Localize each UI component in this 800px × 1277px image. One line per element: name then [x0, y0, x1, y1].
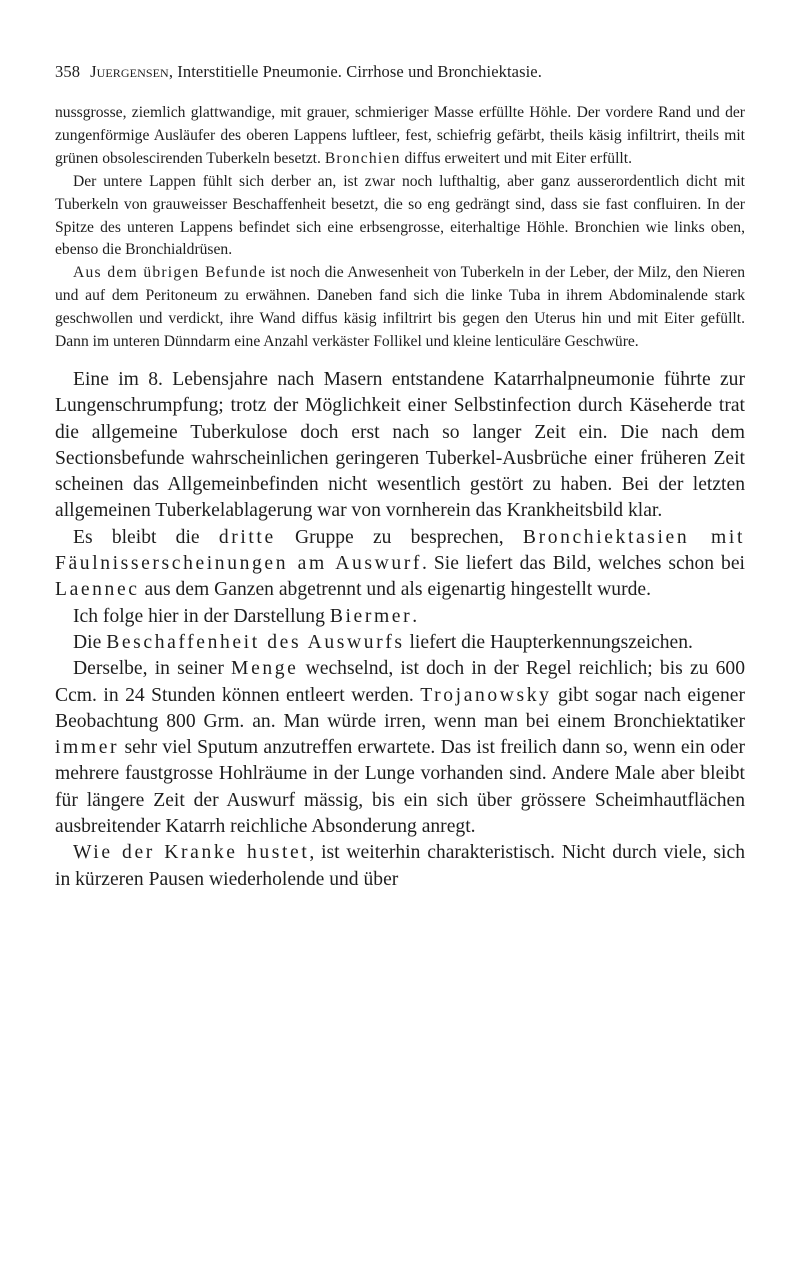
- spaced-emphasis: Aus dem übrigen Befunde: [73, 264, 267, 282]
- running-head-author: Juergensen: [90, 62, 169, 81]
- spaced-emphasis: dritte: [218, 526, 276, 548]
- spaced-name: Biermer: [329, 605, 413, 627]
- spaced-emphasis: Menge: [231, 658, 299, 680]
- spaced-emphasis: Bronchien: [324, 149, 401, 167]
- running-head-title: , Interstitielle Pneumonie. Cirrhose und Bronchiektasie.: [168, 62, 542, 81]
- page-number: 358: [55, 62, 81, 81]
- spaced-emphasis: Bronchiektasien mit Fäulnisserscheinungen am Auswurf: [55, 526, 745, 575]
- paragraph: Derselbe, in seiner Menge wechselnd, ist doch in der Regel reichlich; bis zu 600 Ccm. in 24 Stunden können entleert werden. Trojanowsky gibt sogar nach eigener Beobachtung 800 Grm. an. Man würde irren, wenn man bei einem Bronchiektatiker immer sehr viel Sputum anzutreffen erwartete. Das ist freilich dann so, wenn ein oder mehrere faustgrosse Hohlräume in der Lunge vorhanden sind. Andere Male aber bleibt für längere Zeit der Auswurf mässig, bis ein sich über grössere Scheimhautflächen ausbreitender Katarrh reichliche Absonderung anregt.: [55, 658, 746, 838]
- paragraph: Ich folge hier in der Darstellung Biermer.: [73, 605, 418, 627]
- spaced-emphasis: immer: [55, 737, 120, 759]
- spaced-emphasis: Wie der Kranke hustet: [73, 842, 310, 864]
- running-head: [55, 62, 745, 82]
- paragraph: Wie der Kranke hustet, ist weiterhin charakteristisch. Nicht durch viele, sich in kürzeren Pausen wiederholende und über: [55, 842, 745, 890]
- paragraph: Aus dem übrigen Befunde ist noch die Anwesenheit von Tuberkeln in der Leber, der Milz, den Nieren und auf dem Peritoneum zu erwähnen. Daneben fand sich die linke Tuba in ihrem Abdominalende stark geschwollen und verdickt, ihre Wand diffus käsig infiltrirt bis gegen den Uterus hin und mit Eiter gefüllt. Dann im unteren Dünndarm eine Anzahl verkäster Follikel und kleine lenticuläre Geschwüre.: [55, 264, 745, 351]
- main-text: [55, 367, 745, 893]
- spaced-name: Trojanowsky: [420, 684, 552, 706]
- paragraph: Es bleibt die dritte Gruppe zu besprechen, Bronchiektasien mit Fäulnisserscheinungen am Auswurf. Sie liefert das Bild, welches schon bei Laennec aus dem Ganzen abgetrennt und als eigenartig hingestellt wurde.: [55, 526, 745, 601]
- spaced-name: Laennec: [55, 579, 140, 601]
- paragraph: Eine im 8. Lebensjahre nach Masern entstandene Katarrhalpneumonie führte zur Lungenschrumpfung; trotz der Möglichkeit einer Selbstinfection durch Käseherde trat die allgemeine Tuberkulose doch erst nach so langer Zeit ein. Die nach dem Sectionsbefunde wahrscheinlichen geringeren Tuberkel-Ausbrüche einer früheren Zeit scheinen das Allgemeinbefinden nicht wesentlich gestört zu haben. Bei der letzten allgemeinen Tuberkelablagerung war von vornherein das Krankheitsbild klar.: [55, 368, 745, 522]
- spaced-emphasis: Beschaffenheit des Auswurfs: [106, 631, 405, 653]
- paragraph: nussgrosse, ziemlich glattwandige, mit grauer, schmieriger Masse erfüllte Höhle. Der vordere Rand und der zungenförmige Ausläufer des oberen Lappens luftleer, fest, schiefrig gefärbt, theils käsig infiltrirt, theils mit grünen obsolescirenden Tuberkeln besetzt. Bronchien diffus erweitert und mit Eiter erfüllt.: [55, 104, 745, 167]
- case-report-text: [55, 102, 745, 354]
- paragraph: Der untere Lappen fühlt sich derber an, ist zwar noch lufthaltig, aber ganz ausserordentlich dicht mit Tuberkeln von grauweisser Beschaffenheit besetzt, die so eng gedrängt sind, dass sie fast confluiren. In der Spitze des unteren Lappens befindet sich eine erbsengrosse, eiterhaltige Höhle. Bronchien wie links oben, ebenso die Bronchialdrüsen.: [55, 172, 745, 259]
- paragraph: Die Beschaffenheit des Auswurfs liefert die Haupterkennungszeichen.: [73, 631, 693, 653]
- book-page: [55, 62, 745, 893]
